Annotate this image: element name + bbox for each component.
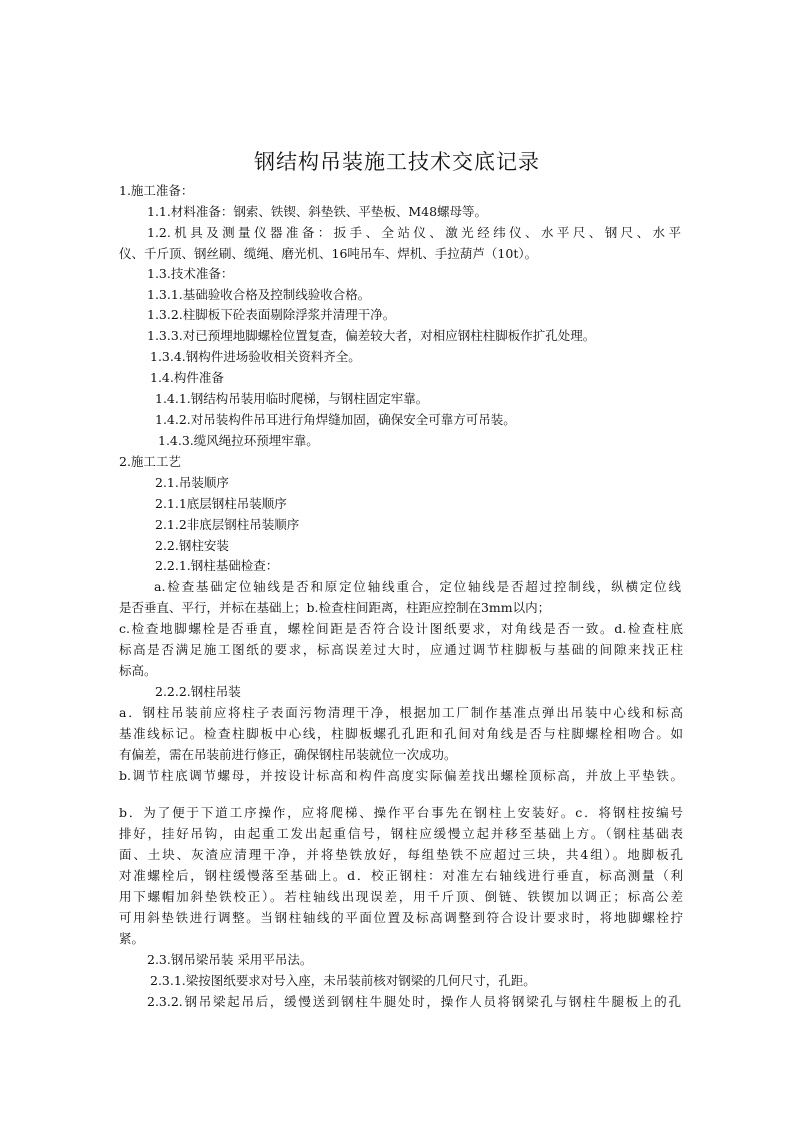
subsection-heading: 2.2.1.钢柱基础检查： — [155, 558, 279, 573]
paragraph-line: 1.4.2.对吊装构件吊耳进行角焊缝加固，确保安全可靠方可吊装。 — [155, 412, 516, 427]
paragraph-line: 1.3.4.钢构件进场验收相关资料齐全。 — [150, 349, 361, 364]
paragraph-line: 1.2.机具及测量仪器准备：扳手、全站仪、激光经纬仪、水平尺、钢尺、水平 — [147, 225, 681, 240]
document-title: 钢结构吊装施工技术交底记录 — [254, 150, 540, 174]
paragraph-line: 紧。 — [119, 931, 145, 946]
subsection-heading: 1.3.技术准备： — [147, 266, 234, 281]
paragraph-line: 2.1.2非底层钢柱吊装顺序 — [155, 517, 300, 532]
paragraph-line: 可用斜垫铁进行调整。当钢柱轴线的平面位置及标高调整到符合设计要求时，将地脚螺栓拧 — [119, 910, 683, 925]
section-heading: 1.施工准备： — [119, 183, 194, 198]
paragraph-line: a．钢柱吊装前应将柱子表面污物清理干净，根据加工厂制作基准点弹出吊装中心线和标高 — [119, 705, 683, 720]
paragraph-line: 排好，挂好吊钩，由起重工发出起重信号，钢柱应缓慢立起并移至基础上方。（钢柱基础表 — [119, 826, 683, 841]
paragraph-line: 2.3.2.钢吊梁起吊后，缓慢送到钢柱牛腿处时，操作人员将钢梁孔与钢柱牛腿板上的孔 — [147, 994, 681, 1009]
paragraph-line: 面、土块、灰渣应清理干净，并将垫铁放好，每组垫铁不应超过三块，共4组）。地脚板孔 — [119, 847, 683, 862]
subsection-heading: 1.4.构件准备 — [150, 370, 224, 385]
paragraph-line: 2.3.1.梁按图纸要求对号入座，未吊装前核对钢梁的几何尺寸，孔距。 — [150, 973, 536, 988]
paragraph-line: 1.3.1.基础验收合格及控制线验收合格。 — [147, 287, 371, 302]
paragraph-line: 有偏差，需在吊装前进行修正，确保钢柱吊装就位一次成功。 — [119, 747, 457, 762]
subsection-heading: 2.2.2.钢柱吊装 — [155, 684, 241, 699]
paragraph-line: 对准螺栓后，钢柱缓慢落至基础上。d．校正钢柱：对准左右轴线进行垂直，标高测量（利 — [119, 868, 683, 883]
paragraph-line: 1.4.1.钢结构吊装用临时爬梯，与钢柱固定牢靠。 — [155, 391, 429, 406]
paragraph-line: 基准线标记。检查柱脚板中心线，柱脚板螺孔孔距和孔间对角线是否与柱脚螺栓相吻合。如 — [119, 726, 683, 741]
paragraph-line: 是否垂直、平行，并标在基础上；b.检查柱间距离，柱距应控制在3mm以内； — [119, 600, 551, 615]
subsection-heading: 2.2.钢柱安装 — [155, 538, 229, 553]
paragraph-line: 1.3.3.对已预埋地脚螺栓位置复查，偏差较大者，对相应钢柱柱脚板作扩孔处理。 — [147, 328, 596, 343]
paragraph-line: 用下螺帽加斜垫铁校正）。若柱轴线出现误差，用千斤顶、倒链、铁锲加以调正；标高公差 — [119, 889, 683, 904]
paragraph-line: 标高是否满足施工图纸的要求，标高误差过大时，应通过调节柱脚板与基础的间隙来找正柱 — [119, 642, 683, 657]
paragraph-line: 1.3.2.柱脚板下砼表面剔除浮浆并清理干净。 — [147, 307, 396, 322]
paragraph-line: 仪、千斤顶、钢丝刷、缆绳、磨光机、16吨吊车、焊机、手拉葫芦（10t）。 — [119, 246, 538, 261]
paragraph-line: b.调节柱底调节螺母，并按设计标高和构件高度实际偏差找出螺栓顶标高，并放上平垫铁。 — [119, 768, 683, 783]
paragraph-line: b．为了便于下道工序操作，应将爬梯、操作平台事先在钢柱上安装好。c．将钢柱按编号 — [119, 805, 683, 820]
paragraph-line: 1.1.材料准备：钢索、铁锲、斜垫铁、平垫板、M48螺母等。 — [147, 204, 488, 219]
subsection-heading: 2.3.钢吊梁吊装 采用平吊法。 — [147, 952, 313, 967]
paragraph-line: a.检查基础定位轴线是否和原定位轴线重合，定位轴线是否超过控制线，纵横定位线 — [154, 579, 681, 594]
paragraph-line: 标高。 — [119, 663, 157, 678]
paragraph-line: c.检查地脚螺栓是否垂直，螺栓间距是否符合设计图纸要求，对角线是否一致。d.检查柱底 — [119, 621, 683, 636]
paragraph-line: 2.1.1底层钢柱吊装顺序 — [155, 496, 287, 511]
section-heading: 2.施工工艺 — [119, 454, 181, 469]
paragraph-line: 1.4.3.缆风绳拉环预埋牢靠。 — [158, 433, 319, 448]
subsection-heading: 2.1.吊装顺序 — [155, 475, 229, 490]
